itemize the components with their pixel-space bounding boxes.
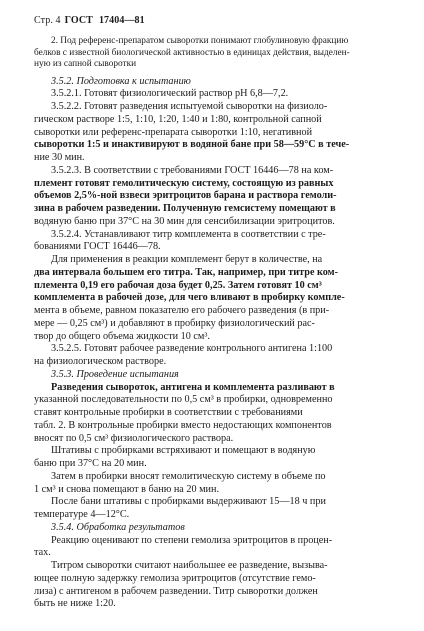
document-body xyxy=(34,36,390,611)
text-line: Реакцию оценивают по степени гемолиза эритроцитов в процен- xyxy=(51,534,333,546)
text-line: ставят контрольные пробирки в соответствии с требованиями xyxy=(34,407,303,418)
text-line: указанной последовательности по 0,5 см³ в пробирки, одновременно xyxy=(34,394,333,406)
standard-number: 17404—81 xyxy=(98,15,145,26)
text-line: твор до общего объема жидкости 10 см³. xyxy=(34,330,210,342)
text-line: племента 0,19 его рабочая доза будет 0,25. Затем готовят 10 см³ xyxy=(34,279,322,291)
text-line: племент готовят гемолитическую систему, состоящую из равных xyxy=(34,177,334,189)
text-line: 3.5.3. Проведение испытания xyxy=(51,368,179,380)
text-line: бованиями ГОСТ 16446—78. xyxy=(34,241,161,253)
text-line: ние 30 мин. xyxy=(34,152,85,163)
text-line: быть не ниже 1:20. xyxy=(34,598,116,610)
text-line: мента в объеме, равном показателю его рабочего разведения (в при- xyxy=(34,305,330,316)
text-line: Затем в пробирки вносят гемолитическую систему в объеме по xyxy=(51,470,326,482)
text-line: зина в рабочем разведении. Полученную гемсистему помещают в xyxy=(34,203,336,214)
text-line: комплемента в рабочей дозе, для чего вливают в пробирку комплe- xyxy=(34,292,345,304)
text-line: 3.5.2.3. В соответствии с требованиями ГОСТ 16446—78 на ком- xyxy=(51,164,334,176)
text-line: 1 см³ и снова помещают в баню на 20 мин. xyxy=(34,483,220,495)
text-line: сыворотки или референс-препарата сыворотки 1:10, негативной xyxy=(34,126,313,138)
footnote-line: белков с известной биологической активностью в единицах действия, выделен- xyxy=(34,47,350,58)
text-line: лиза) с антигеном в рабочем разведении. Титр сыворотки должен xyxy=(34,585,318,597)
text-line: После бани штативы с пробирками выдерживают 15—18 ч при xyxy=(51,496,326,508)
text-line: на физиологическом растворе. xyxy=(34,356,167,367)
text-line: 3.5.4. Обработка результатов xyxy=(51,521,185,533)
text-line: ющее полную задержку гемолиза эритроцитов (отсутствие гемо- xyxy=(34,572,316,584)
text-line: температуре 4—12°C. xyxy=(34,509,130,520)
text-line: табл. 2. В контрольные пробирки вместо недостающих компонентов xyxy=(34,419,332,431)
footnote xyxy=(34,36,390,71)
text-line: сыворотки 1:5 и инактивируют в водяной бане при 58—59°C в тече- xyxy=(34,139,350,151)
text-line: гическом растворе 1:5, 1:10, 1:20, 1:40 и 1:80, контрольной сапной xyxy=(34,113,322,125)
footnote-line: 2. Под референс-препаратом сыворотки понимают глобулиновую фракцию xyxy=(51,36,349,46)
page-number: Стр. 4 xyxy=(34,15,61,26)
page-header xyxy=(34,15,145,26)
text-line: вносят по 0,5 см³ физиологического раствора. xyxy=(34,432,234,444)
text-line: Разведения сывороток, антигена и комплемента разливают в xyxy=(51,381,335,393)
text-line: Для применения в реакции комплемент берут в количестве, на xyxy=(51,254,323,265)
gost-label: ГОСТ xyxy=(64,15,93,26)
text-line: 3.5.2.4. Устанавливают титр комплемента в соответствии с тре- xyxy=(51,228,326,240)
text-line: тах. xyxy=(34,547,51,559)
text-line: мере — 0,25 см³) и добавляют в пробирку физиологический рас- xyxy=(34,317,315,329)
text-line: 3.5.2. Подготовка к испытанию xyxy=(51,75,191,87)
text-line: баню при 37°C на 20 мин. xyxy=(34,458,147,469)
text-line: объемов 2,5%-ной взвеси эритроцитов барана и раствора гемоли- xyxy=(34,190,337,202)
text-line: два интервала большем его титра. Так, например, при титре ком- xyxy=(34,266,338,278)
text-line: Штативы с пробирками встряхивают и помещают в водяную xyxy=(51,445,316,457)
footnote-line: ную из сапной сыворотки xyxy=(34,59,137,69)
text-line: 3.5.2.1. Готовят физиологический раствор pH 6,8—7,2. xyxy=(51,88,289,100)
text-line: 3.5.2.5. Готовят рабочее разведение контрольного антигена 1:100 xyxy=(51,343,333,355)
text-line: Титром сыворотки считают наибольшее ее разведение, вызыва- xyxy=(51,560,328,571)
text-line: водяную баню при 37°C на 30 мин для сенсибилизации эритроцитов. xyxy=(34,215,335,227)
text-line: 3.5.2.2. Готовят разведения испытуемой сыворотки на физиоло- xyxy=(51,101,328,112)
